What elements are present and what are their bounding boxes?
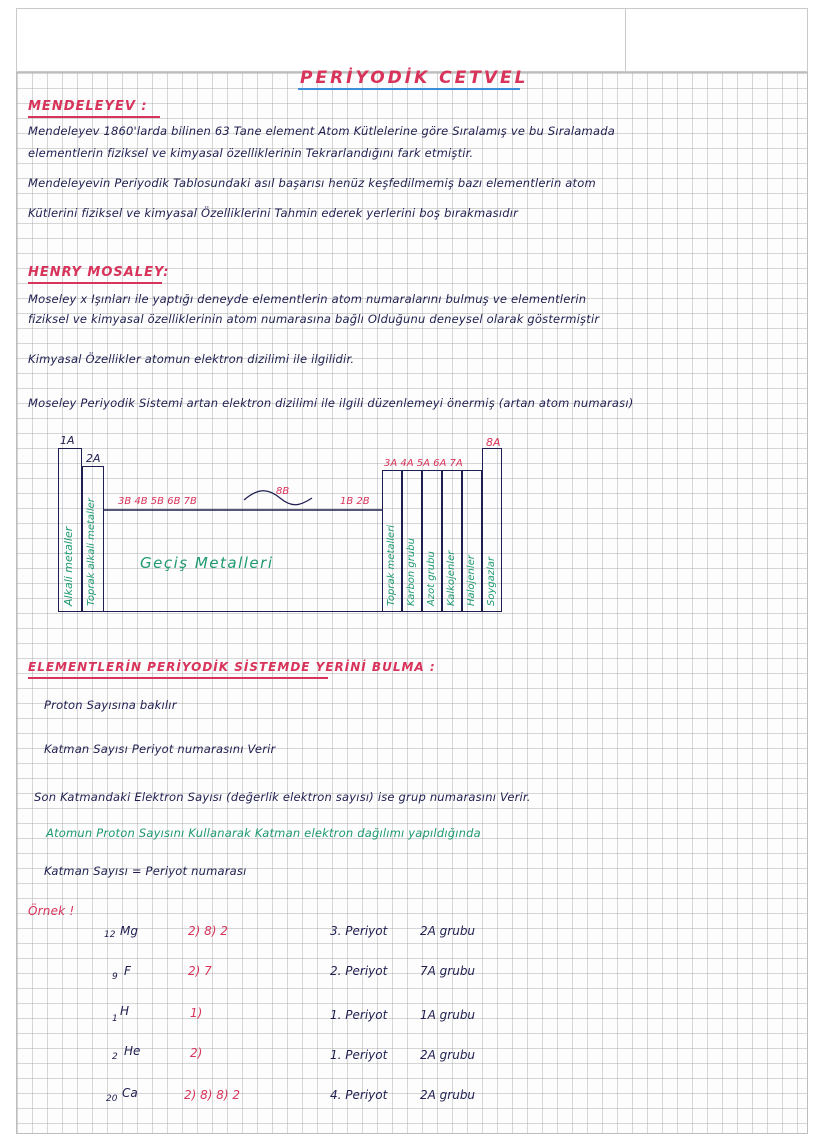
label-azot-grubu: Azot grubu bbox=[426, 551, 437, 606]
mendeleyev-line-2: elementlerin fiziksel ve kimyasal özelliklerinin Tekrarlandığını fark etmiştir. bbox=[28, 146, 474, 160]
example-group: 2A grubu bbox=[420, 1088, 476, 1102]
example-period: 1. Periyot bbox=[330, 1008, 388, 1022]
example-atomic-number: 1 bbox=[112, 1014, 118, 1024]
finding-heading: ELEMENTLERİN PERİYODİK SİSTEMDE YERİNİ BULMA : bbox=[28, 660, 436, 674]
label-alkali-metals: Alkali metaller bbox=[62, 526, 75, 606]
finding-underline bbox=[28, 677, 328, 679]
mendeleyev-line-1: Mendeleyev 1860'larda bilinen 63 Tane element Atom Kütlelerine göre Sıralamış ve bu Sıralamada bbox=[28, 124, 615, 138]
finding-line-3: Son Katmandaki Elektron Sayısı (değerlik elektron sayısı) ise grup numarasını Verir. bbox=[34, 790, 531, 804]
example-group: 2A grubu bbox=[420, 924, 476, 938]
example-period: 2. Periyot bbox=[330, 964, 388, 978]
example-period: 3. Periyot bbox=[330, 924, 388, 938]
example-symbol: F bbox=[124, 964, 131, 978]
group-8a-label: 8A bbox=[486, 436, 501, 449]
example-period: 4. Periyot bbox=[330, 1088, 388, 1102]
example-config: 2) 8) 2 bbox=[188, 924, 228, 938]
mendeleyev-heading: MENDELEYEV : bbox=[28, 99, 148, 114]
example-config: 1) bbox=[190, 1006, 203, 1020]
finding-line-2: Katman Sayısı Periyot numarasını Verir bbox=[44, 742, 276, 756]
label-toprak-metalleri: Toprak metalleri bbox=[386, 524, 397, 606]
example-atomic-number: 9 bbox=[112, 972, 118, 982]
group-2a-label: 2A bbox=[86, 452, 101, 465]
page-title: PERİYODİK CETVEL bbox=[300, 68, 529, 88]
8b-bracket bbox=[244, 491, 312, 505]
transition-metals-label: Geçiş Metalleri bbox=[140, 554, 274, 572]
example-atomic-number: 2 bbox=[112, 1052, 118, 1062]
example-config: 2) 7 bbox=[188, 964, 212, 978]
example-period: 1. Periyot bbox=[330, 1048, 388, 1062]
example-atomic-number: 20 bbox=[106, 1094, 118, 1104]
example-heading: Örnek ! bbox=[28, 904, 75, 918]
finding-line-4: Atomun Proton Sayısını Kullanarak Katman elektron dağılımı yapıldığında bbox=[46, 826, 481, 840]
moseley-line-4: Moseley Periyodik Sistemi artan elektron dizilimi ile ilgili düzenlemeyi önermiş (artan atom numarası) bbox=[28, 396, 634, 410]
mendeleyev-line-4: Kütlerini fiziksel ve kimyasal Özelliklerini Tahmin ederek yerlerini boş bırakmasıdır bbox=[28, 206, 519, 220]
label-kalkojenler: Kalkojenler bbox=[446, 550, 457, 606]
finding-line-5: Katman Sayısı = Periyot numarası bbox=[44, 864, 247, 878]
moseley-line-2: fiziksel ve kimyasal özelliklerinin atom numarasına bağlı Olduğunu deneysel olarak göstermiştir bbox=[28, 312, 600, 326]
label-alkaline-earth: Toprak alkali metaller bbox=[86, 498, 97, 606]
finding-line-1: Proton Sayısına bakılır bbox=[44, 698, 177, 712]
moseley-line-3: Kimyasal Özellikler atomun elektron dizilimi ile ilgilidir. bbox=[28, 352, 355, 366]
label-karbon-grubu: Karbon grubu bbox=[406, 538, 417, 606]
example-config: 2) bbox=[190, 1046, 203, 1060]
example-config: 2) 8) 8) 2 bbox=[184, 1088, 241, 1102]
example-symbol: Mg bbox=[120, 924, 138, 938]
label-halojenler: Halojenler bbox=[466, 555, 477, 606]
mendeleyev-line-3: Mendeleyevin Periyodik Tablosundaki asıl başarısı henüz keşfedilmemiş bazı elementlerin atom bbox=[28, 176, 596, 190]
label-soygazlar: Soygazlar bbox=[486, 556, 497, 606]
group-1a-label: 1A bbox=[60, 434, 75, 447]
example-group: 7A grubu bbox=[420, 964, 476, 978]
example-symbol: H bbox=[120, 1004, 130, 1018]
example-atomic-number: 12 bbox=[104, 930, 116, 940]
moseley-line-1: Moseley x Işınları ile yaptığı deneyde elementlerin atom numaralarını bulmuş ve elementlerin bbox=[28, 292, 587, 306]
example-symbol: Ca bbox=[122, 1086, 138, 1100]
p-groups-label: 3A 4A 5A 6A 7A bbox=[384, 458, 463, 469]
moseley-heading: HENRY MOSALEY: bbox=[28, 265, 170, 280]
b-groups-right-label: 1B 2B bbox=[340, 496, 370, 507]
b-group-8b-label: 8B bbox=[276, 486, 290, 497]
example-group: 2A grubu bbox=[420, 1048, 476, 1062]
example-group: 1A grubu bbox=[420, 1008, 476, 1022]
b-groups-left-label: 3B 4B 5B 6B 7B bbox=[118, 496, 197, 507]
example-symbol: He bbox=[124, 1044, 141, 1058]
